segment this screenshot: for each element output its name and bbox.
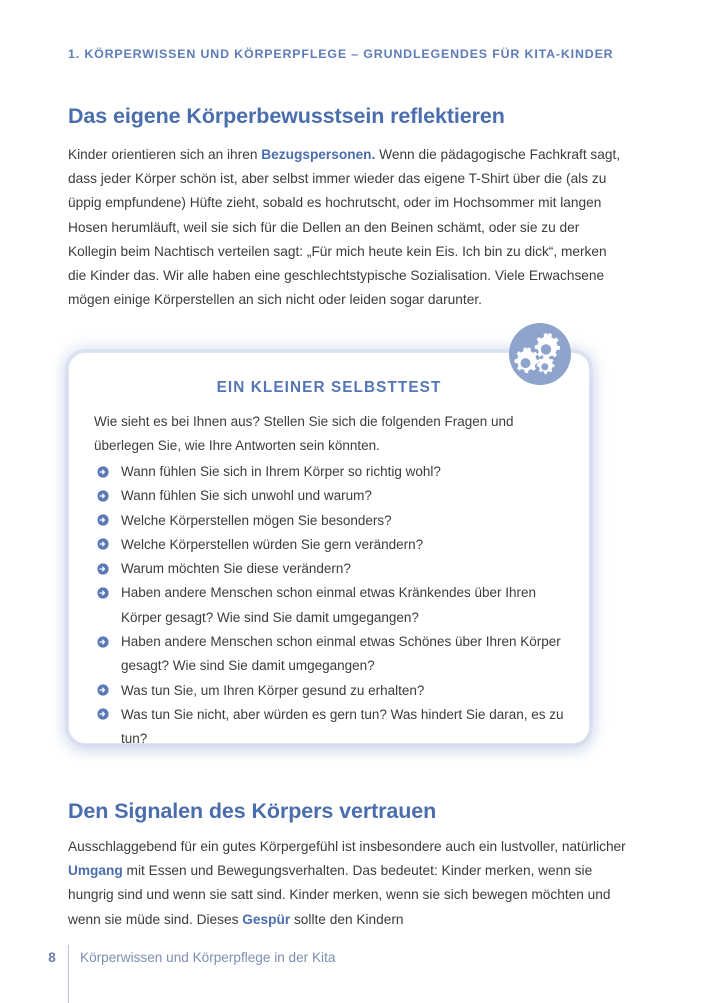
circled-arrow-bullet-icon xyxy=(97,490,109,502)
page-footer xyxy=(40,946,335,968)
list-item-label: Wann fühlen Sie sich in Ihrem Körper so richtig wohl? xyxy=(121,464,441,479)
paragraph-two-part2: mit Essen und Bewegungsverhalten. Das bedeutet: Kinder merken, wenn sie hungrig sind und wenn sie satt sind. Kinder merken, wenn sie sich bewegen möchten und wenn sie müde sind. Dieses xyxy=(68,863,611,927)
paragraph-one-before: Kinder orientieren sich an ihren xyxy=(68,147,262,162)
question-list xyxy=(97,460,575,752)
footer-book-title: Körperwissen und Körperpflege in der Kita xyxy=(80,949,336,965)
list-item xyxy=(97,679,575,703)
list-item-label: Haben andere Menschen schon einmal etwas Kränkendes über Ihren Körper gesagt? Wie sind Sie damit umgegangen? xyxy=(121,585,537,625)
paragraph-two-part3: sollte den Kindern xyxy=(290,911,404,927)
callout-title: EIN KLEINER SELBSTTEST xyxy=(216,379,442,396)
list-item xyxy=(97,509,575,533)
list-item-label: Wann fühlen Sie sich unwohl und warum? xyxy=(121,488,372,504)
list-item-label: Welche Körperstellen mögen Sie besonders? xyxy=(121,512,392,528)
list-item-label: Was tun Sie nicht, aber würden es gern tun? Was hindert Sie daran, es zu tun? xyxy=(121,706,564,747)
list-item-label: Was tun Sie, um Ihren Körper gesund zu erhalten? xyxy=(121,682,425,698)
list-item xyxy=(97,581,575,630)
callout-intro-text: Wie sieht es bei Ihnen aus? Stellen Sie sich die folgenden Fragen und überlegen Sie, wie Ihre Antworten sein könnten. xyxy=(94,414,514,454)
list-item xyxy=(97,533,575,557)
page-title: Das eigene Körperbewusstsein reflektieren xyxy=(68,104,505,128)
list-item xyxy=(97,630,575,679)
circled-arrow-bullet-icon xyxy=(97,563,109,575)
running-head: 1. KÖRPERWISSEN UND KÖRPERPFLEGE – GRUNDLEGENDES FÜR KITA-KINDER xyxy=(68,47,614,61)
circled-arrow-bullet-icon xyxy=(97,684,109,696)
circled-arrow-bullet-icon xyxy=(97,708,109,720)
circled-arrow-bullet-icon xyxy=(97,538,109,550)
accent-umgang: Umgang xyxy=(68,863,123,879)
list-item xyxy=(97,557,575,581)
footer-divider xyxy=(68,945,69,1003)
paragraph-two xyxy=(68,835,630,932)
paragraph-one-after: Wenn die pädagogische Fachkraft sagt, dass jeder Körper schön ist, aber selbst immer wieder das eigene T-Shirt über die (als zu üppig empfundene) Hüfte zieht, sobald es hochrutscht, oder im Hochsommer mit langen Hosen herumläuft, weil sie sich für die Dellen an den Beinen schämt, oder sie zu der Kollegin beim Nachtisch verteilen sagt: „Für mich heute kein Eis. Ich bin zu dick“, merken die Kinder das. Wir alle haben eine geschlechtstypische Sozialisation. Viele Erwachsene mögen einige Körperstellen an sich nicht oder leiden sogar darunter. xyxy=(68,147,621,308)
circled-arrow-bullet-icon xyxy=(97,587,109,599)
list-item xyxy=(97,703,575,752)
list-item xyxy=(97,460,575,484)
list-item-label: Welche Körperstellen würden Sie gern verändern? xyxy=(121,536,424,552)
paragraph-two-part1: Ausschlaggebend für ein gutes Körpergefühl ist insbesondere auch ein lustvoller, natürlicher xyxy=(68,839,626,854)
section-heading-signale: Den Signalen des Körpers vertrauen xyxy=(68,799,437,823)
selbsttest-callout xyxy=(68,352,590,747)
page-number: 8 xyxy=(48,949,56,965)
paragraph-one xyxy=(68,143,624,312)
list-item-label: Haben andere Menschen schon einmal etwas Schönes über Ihren Körper gesagt? Wie sind Sie damit umgegangen? xyxy=(121,634,561,674)
list-item xyxy=(97,484,575,508)
list-item-label: Warum möchten Sie diese verändern? xyxy=(121,561,351,577)
gears-icon xyxy=(509,323,571,385)
accent-bezugspersonen: Bezugspersonen. xyxy=(261,147,376,162)
circled-arrow-bullet-icon xyxy=(97,514,109,526)
accent-gespuer: Gespür xyxy=(242,911,291,927)
circled-arrow-bullet-icon xyxy=(97,636,109,648)
circled-arrow-bullet-icon xyxy=(97,466,109,478)
